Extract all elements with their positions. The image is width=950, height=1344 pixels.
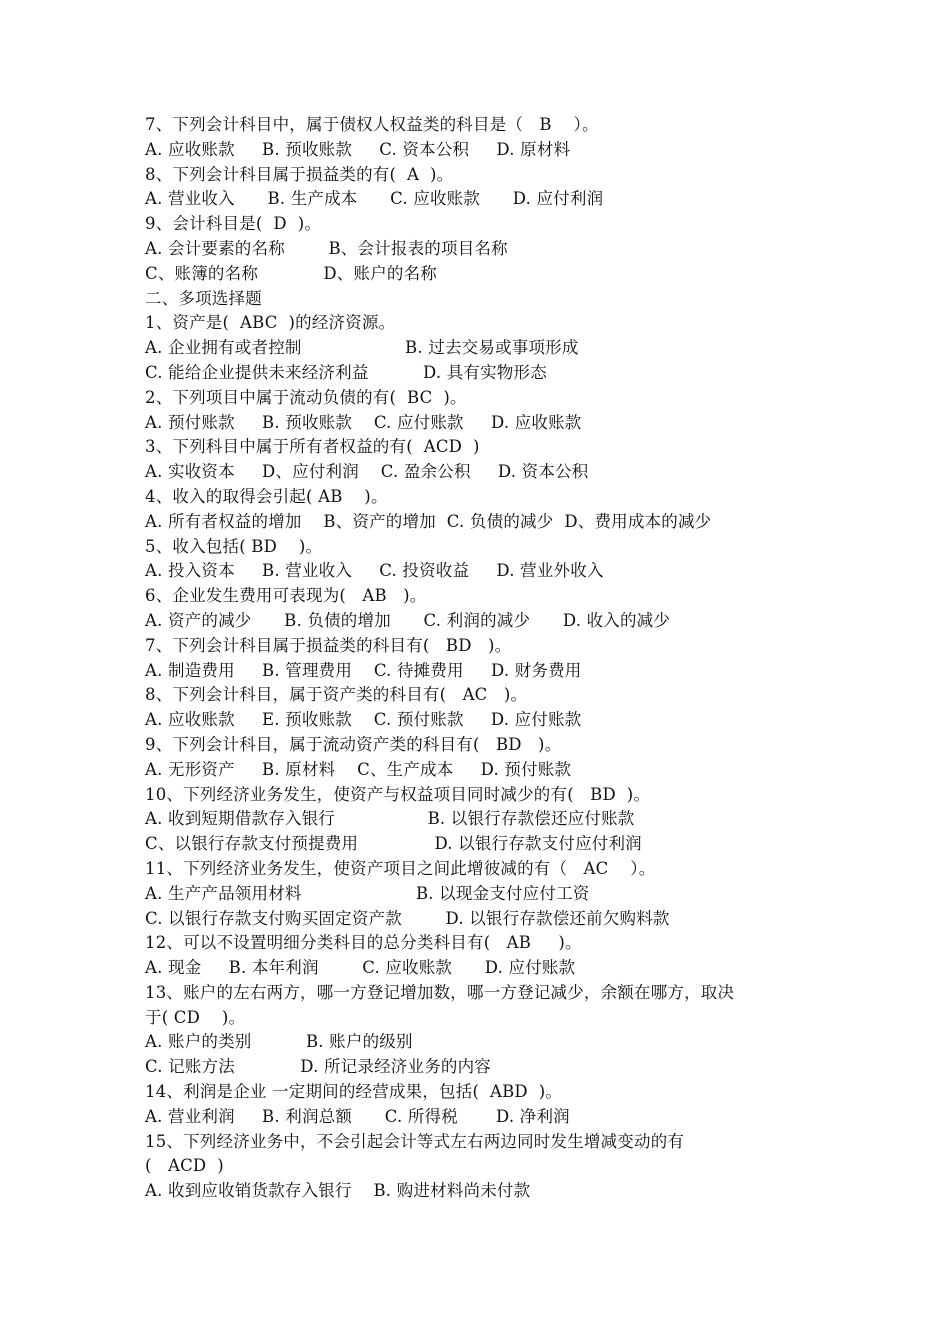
text-line: A. 现金 B. 本年利润 C. 应收账款 D. 应付账款: [145, 958, 576, 978]
text-line: A. 收到应收销货款存入银行 B. 购进材料尚未付款: [145, 1181, 531, 1201]
text-line: 3、下列科目中属于所有者权益的有( ACD ): [145, 437, 480, 457]
text-line: C. 记账方法 D. 所记录经济业务的内容: [145, 1057, 491, 1077]
text-line: 14、利润是企业 一定期间的经营成果，包括( ABD )。: [145, 1082, 563, 1102]
text-line: A. 应收账款 B. 预收账款 C. 资本公积 D. 原材料: [145, 139, 571, 159]
text-line: 二、多项选择题: [145, 288, 262, 308]
text-line: A. 投入资本 B. 营业收入 C. 投资收益 D. 营业外收入: [145, 561, 604, 581]
text-line: 6、企业发生费用可表现为( AB )。: [145, 586, 427, 606]
text-line: 10、下列经济业务发生，使资产与权益项目同时减少的有( BD )。: [145, 784, 651, 804]
text-line: C. 以银行存款支付购买固定资产款 D. 以银行存款偿还前欠购料款: [145, 908, 670, 928]
text-line: C、账簿的名称 D、账户的名称: [145, 263, 437, 283]
text-line: 15、下列经济业务中，不会引起会计等式左右两边同时发生增减变动的有: [145, 1131, 685, 1151]
question-list: [145, 113, 825, 1204]
text-line: ( ACD ): [145, 1156, 224, 1176]
text-line: A. 收到短期借款存入银行 B. 以银行存款偿还应付账款: [145, 809, 635, 829]
text-line: A. 生产产品领用材料 B. 以现金支付应付工资: [145, 883, 590, 903]
text-line: 8、下列会计科目，属于资产类的科目有( AC )。: [145, 685, 528, 705]
text-line: A. 会计要素的名称 B、会计报表的项目名称: [145, 238, 508, 258]
text-line: A. 资产的减少 B. 负债的增加 C. 利润的减少 D. 收入的减少: [145, 610, 671, 630]
text-line: 7、下列会计科目中，属于债权人权益类的科目是（ B ）。: [145, 115, 599, 134]
text-line: 11、下列经济业务发生，使资产项目之间此增彼减的有（ AC ）。: [145, 858, 656, 878]
text-line: 7、下列会计科目属于损益类的科目有( BD )。: [145, 635, 512, 655]
text-line: C. 能给企业提供未来经济利益 D. 具有实物形态: [145, 362, 547, 382]
text-line: 12、可以不设置明细分类科目的总分类科目有( AB )。: [145, 933, 582, 953]
text-line: 4、收入的取得会引起( AB )。: [145, 486, 388, 506]
text-line: 5、收入包括( BD )。: [145, 536, 323, 556]
text-line: A. 应收账款 E. 预收账款 C. 预付账款 D. 应付账款: [145, 710, 582, 730]
text-line: 于( CD )。: [145, 1007, 246, 1027]
text-line: A. 制造费用 B. 管理费用 C. 待摊费用 D. 财务费用: [145, 660, 582, 680]
text-line: 8、下列会计科目属于损益类的有( A )。: [145, 164, 454, 184]
text-line: 9、会计科目是( D )。: [145, 214, 322, 234]
text-line: A. 营业利润 B. 利润总额 C. 所得税 D. 净利润: [145, 1106, 570, 1126]
text-line: A. 无形资产 B. 原材料 C、生产成本 D. 预付账款: [145, 759, 572, 779]
text-line: A. 预付账款 B. 预收账款 C. 应付账款 D. 应收账款: [145, 412, 582, 432]
text-line: A. 账户的类别 B. 账户的级别: [145, 1032, 413, 1052]
text-line: 2、下列项目中属于流动负债的有( BC )。: [145, 387, 467, 407]
text-line: A. 企业拥有或者控制 B. 过去交易或事项形成: [145, 338, 579, 358]
text-line: A. 实收资本 D、应付利润 C. 盈余公积 D. 资本公积: [145, 462, 589, 482]
text-line: 1、资产是( ABC )的经济资源。: [145, 313, 396, 333]
text-line: A. 营业收入 B. 生产成本 C. 应收账款 D. 应付利润: [145, 189, 604, 209]
text-line: 13、账户的左右两方，哪一方登记增加数，哪一方登记减少，余额在哪方，取决: [145, 982, 735, 1002]
text-line: 9、下列会计科目，属于流动资产类的科目有( BD )。: [145, 734, 562, 754]
text-line: C、以银行存款支付预提费用 D. 以银行存款支付应付利润: [145, 834, 642, 854]
text-line: A. 所有者权益的增加 B、资产的增加 C. 负债的减少 D、费用成本的减少: [145, 511, 712, 531]
